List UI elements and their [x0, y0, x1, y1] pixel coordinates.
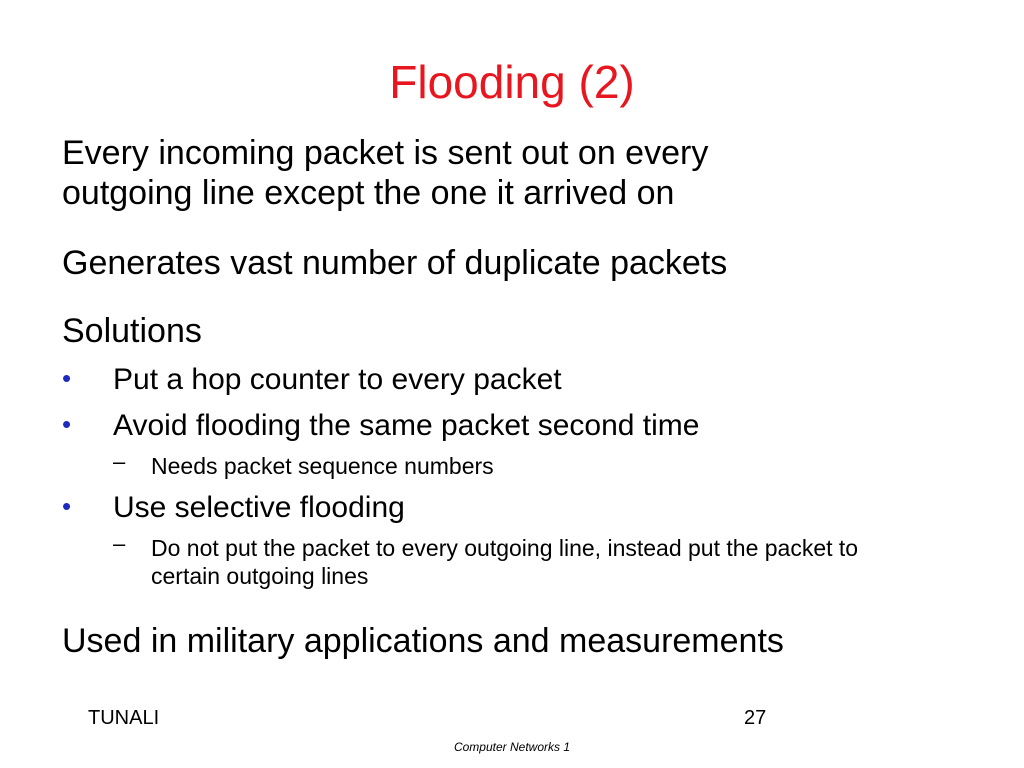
footer-page-number: 27	[744, 707, 767, 729]
footer-course-name: Computer Networks 1	[453, 740, 571, 754]
sub-bullet-text: Needs packet sequence numbers	[151, 453, 494, 479]
bullet-text: Use selective flooding	[113, 491, 405, 524]
bullet-dot-icon: •	[62, 363, 72, 393]
dash-icon: –	[113, 449, 126, 474]
paragraph-military-use: Used in military applications and measurements	[62, 622, 784, 660]
bullet-dot-icon: •	[62, 491, 72, 521]
paragraph-flooding-definition-line-2: outgoing line except the one it arrived on	[62, 174, 675, 212]
paragraph-solutions-heading: Solutions	[62, 312, 202, 350]
bullet-text: Avoid flooding the same packet second time	[113, 409, 700, 442]
paragraph-duplicates: Generates vast number of duplicate packets	[62, 244, 728, 282]
sub-bullet-text: Do not put the packet to every outgoing line, instead put the packet to certain outgoing lines	[151, 535, 859, 589]
footer-author: TUNALI	[88, 707, 160, 729]
paragraph-flooding-definition-line-1: Every incoming packet is sent out on every	[62, 134, 709, 172]
slide-title: Flooding (2)	[389, 56, 635, 108]
bullet-dot-icon: •	[62, 409, 72, 439]
dash-icon: –	[113, 531, 126, 556]
bullet-text: Put a hop counter to every packet	[113, 363, 562, 396]
